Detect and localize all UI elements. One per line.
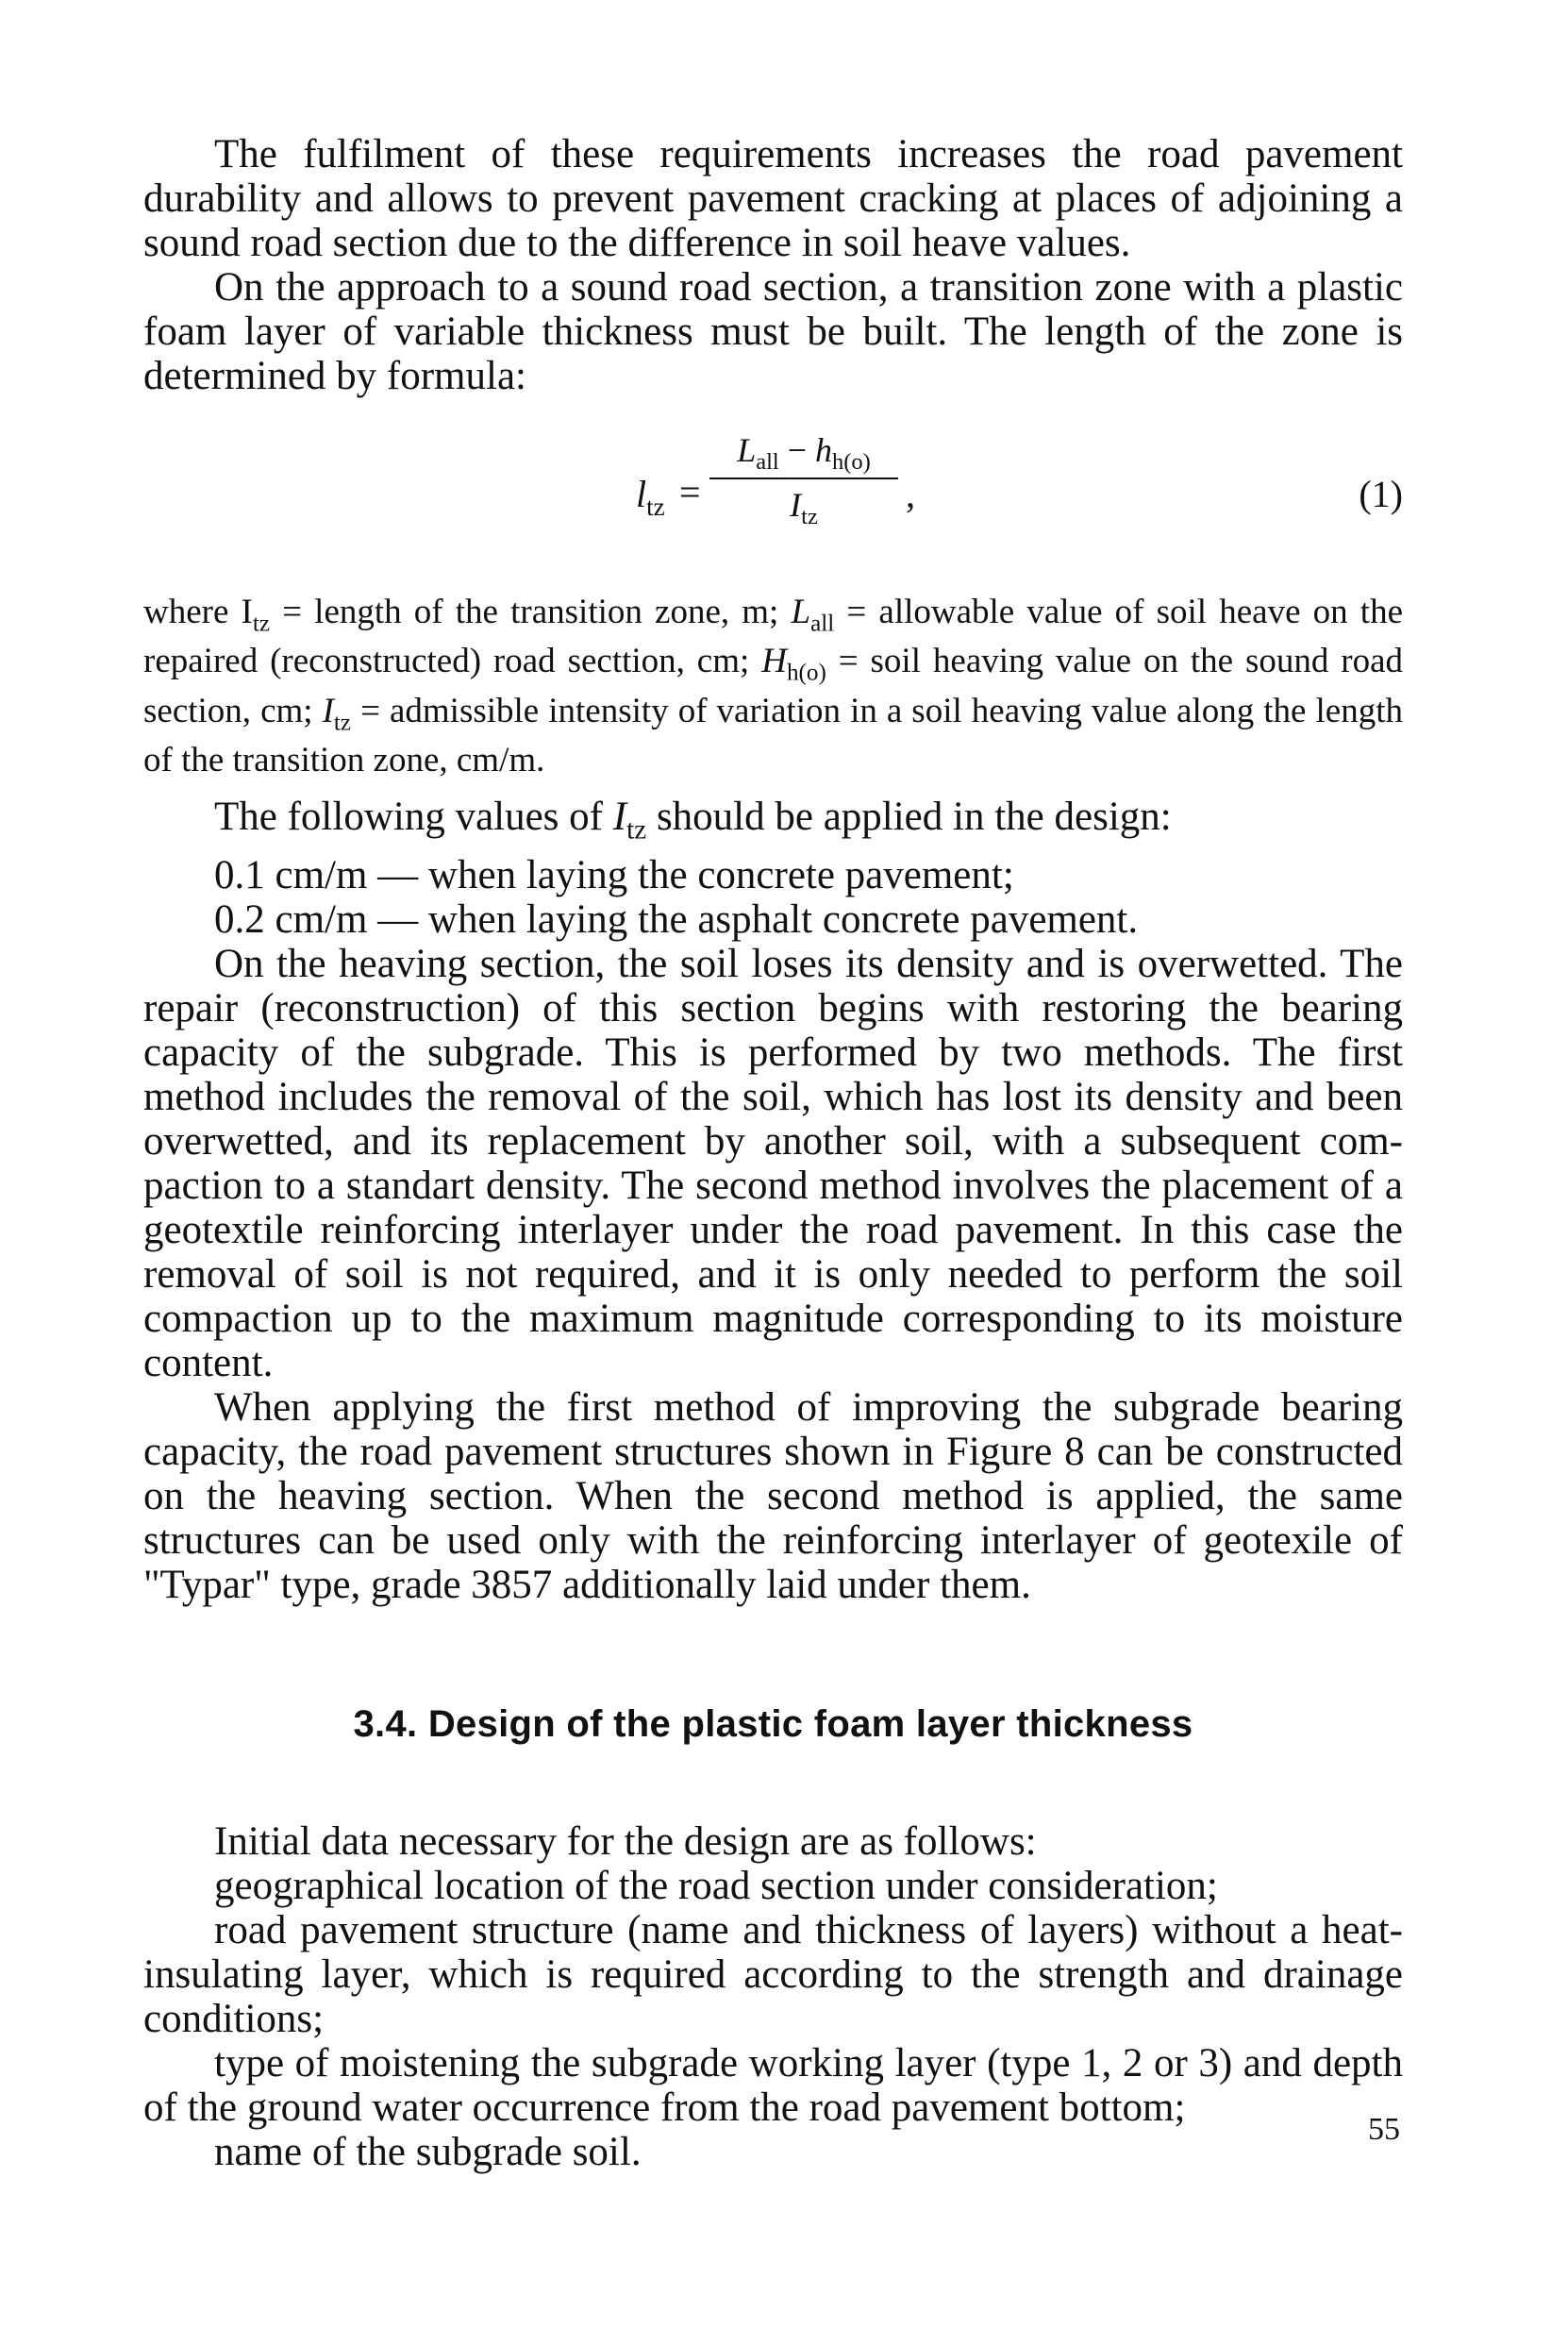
- where-definitions: where $I_{tz}$ = length of the transition zone, m; $L_{all}$ = allowable value of soil heave on the repaired (reconstructed) road secttion, cm; $H_{h(o)}$ = soil heaving value on the sound road section, cm; $I_{tz}$ = admissible intensity of variation in a soil heaving value along the length of the transition zone, cm/m.: [143, 593, 1403, 780]
- list-item-location: geographical location of the road section under consideration;: [214, 1863, 1218, 1908]
- formula-lhs: $l_{tz}$: [636, 473, 665, 521]
- paragraph-fulfilment: The fulfilment of these requirements increases the road pavement durability and allows to prevent pavement cracking at places of adjoining a sound road section due to the difference in soil heave values.: [143, 132, 1403, 265]
- page-number: 55: [1368, 2112, 1400, 2147]
- section-heading: 3.4. Design of the plastic foam layer thickness: [353, 1702, 1193, 1745]
- paragraph-first-method: When applying the first method of improving the subgrade bearing capacity, the road pavement structures shown in Figure 8 can be constructed on the heaving section. When the second method is applied, the same structures can be used only with the reinforcing interlayer of geotexile of "Typar" type, grade 3857 additionally laid under them.: [143, 1384, 1403, 1607]
- paragraph-initial-data: Initial data necessary for the design are as follows:: [214, 1818, 1037, 1864]
- paragraph-transition-zone: On the approach to a sound road section, a transition zone with a plastic foam layer of variable thickness must be built. The length of the zone is determined by formula:: [143, 265, 1403, 398]
- value-concrete: 0.1 cm/m — when laying the concrete pavement;: [214, 852, 1014, 897]
- list-item-moistening: type of moistening the subgrade working layer (type 1, 2 or 3) and depth of the ground water occurrence from the road pavement bottom;: [143, 2040, 1403, 2130]
- values-intro: The following values of $I_{tz}$ should be applied in the design:: [214, 795, 1172, 846]
- formula-equals: =: [679, 471, 701, 513]
- formula-fraction: [709, 428, 898, 539]
- formula-numerator: $L_{all} - h_{h(o)}$: [737, 431, 871, 476]
- list-item-pavement-structure: road pavement structure (name and thickness of layers) without a heat-insulating layer, which is required according to the strength and drainage conditions;: [143, 1907, 1403, 2041]
- formula-number: (1): [1359, 473, 1403, 515]
- formula-denominator: $I_{tz}$: [790, 486, 818, 530]
- list-item-soil: name of the subgrade soil.: [214, 2129, 642, 2174]
- fraction-bar: [709, 477, 898, 479]
- page-body: [143, 132, 1403, 2174]
- formula-comma: ,: [906, 473, 915, 515]
- paragraph-heaving-section: On the heaving section, the soil loses its density and is overwetted. The repair (reconstruction) of this section begins with restoring the bearing capacity of the subgrade. This is performed by two methods. The first method includes the removal of the soil, which has lost its density and been overwetted, and its replacement by another soil, with a subsequent compaction to a standart density. The second method involves the placement of a geotextile reinforcing interlayer under the road pavement. In this case the removal of soil is not required, and it is only needed to perform the soil compaction up to the maximum magnitude corresponding to its moisture content.: [143, 941, 1403, 1385]
- value-asphalt: 0.2 cm/m — when laying the asphalt concrete pavement.: [214, 896, 1139, 942]
- formula-1: [143, 428, 1403, 556]
